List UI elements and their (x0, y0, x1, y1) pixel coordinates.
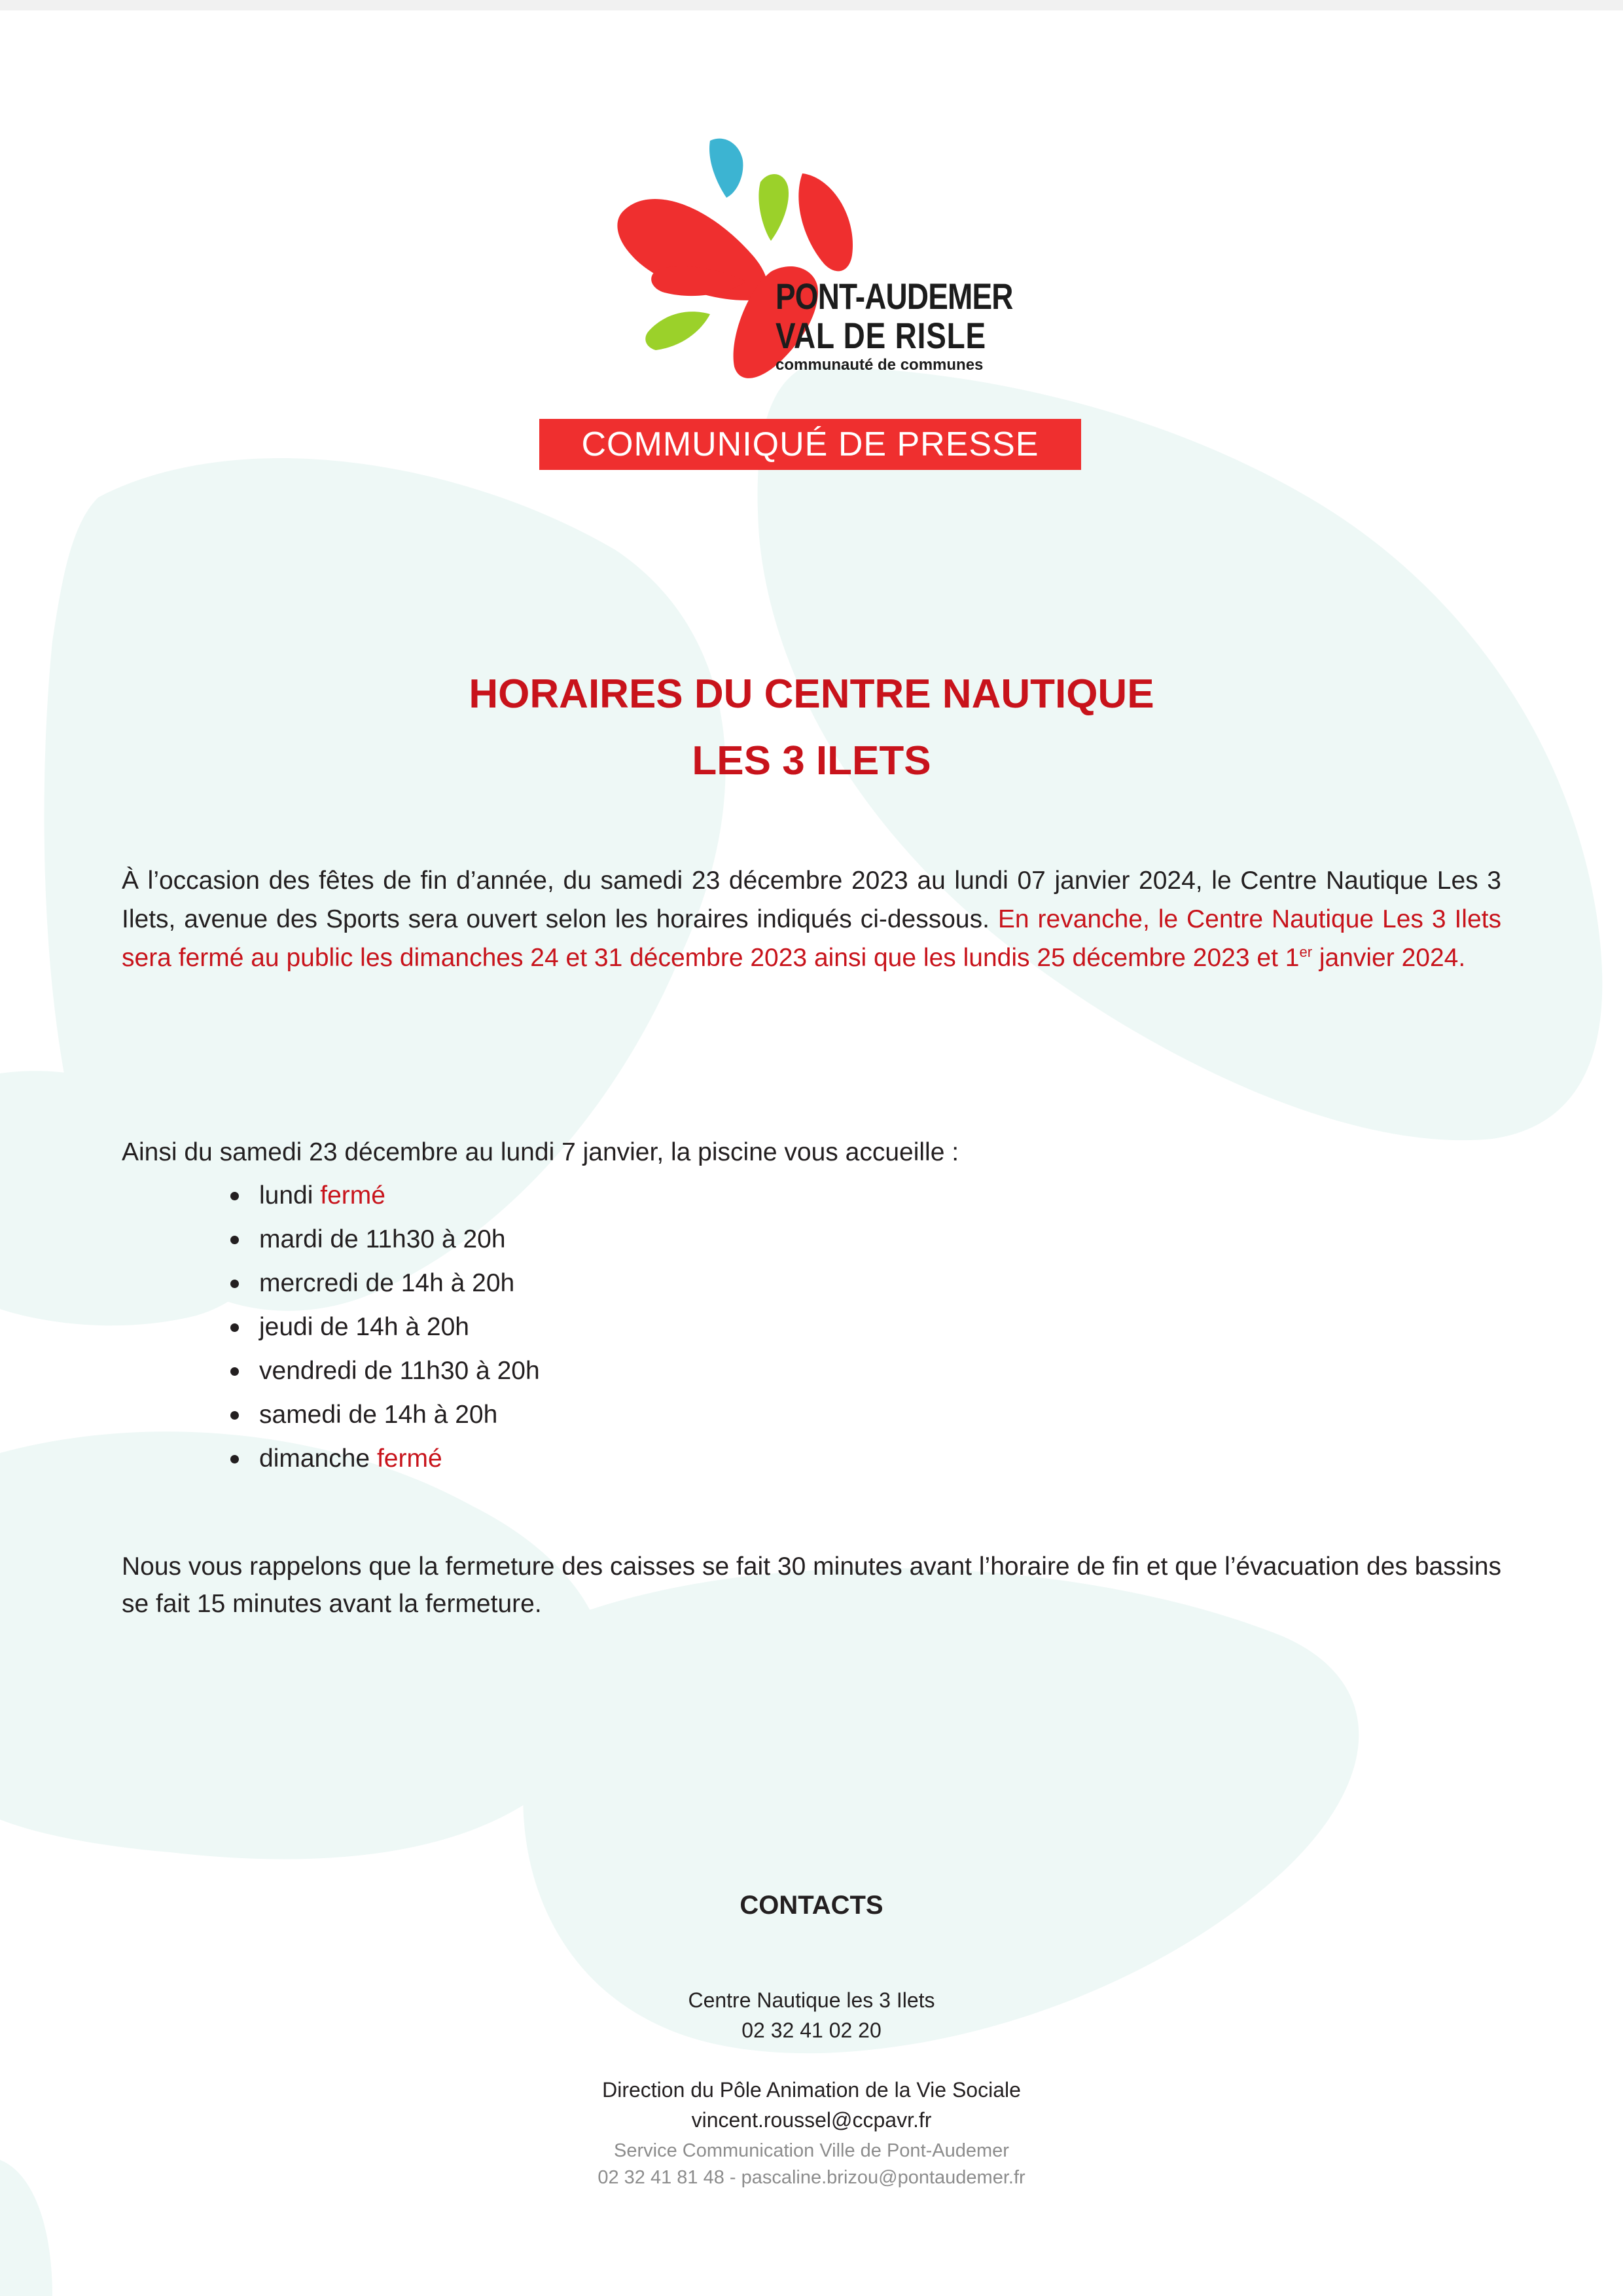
page-title (0, 661, 1623, 795)
schedule-item (225, 1176, 540, 1220)
logo-red-petal-right (798, 173, 853, 271)
bullet-icon (230, 1455, 239, 1463)
intro-text: À l’occasion des fêtes de fin d’année, du samedi 23 décembre 2023 au lundi 07 janvier 2024, le Centre Nautique Les 3 Ilets, avenue des Sports sera ouvert selon les horaires indiqués ci-dessous. (122, 867, 1501, 933)
intro-highlight: En revanche, le Centre Nautique Les 3 Ilets sera fermé au public les dimanches 24 et 31 décembre 2023 ainsi que les lundis 25 décembre 2023 et 1 (122, 905, 1502, 972)
bullet-icon (230, 1236, 239, 1244)
bullet-icon (230, 1367, 239, 1376)
schedule-item-text: lundi (259, 1181, 321, 1210)
contact-name: Centre Nautique les 3 Ilets (688, 1988, 935, 2012)
contact-email[interactable]: vincent.roussel@ccpavr.fr (691, 2108, 932, 2132)
press-release-banner: COMMUNIQUÉ DE PRESSE (539, 419, 1081, 470)
schedule-item (225, 1395, 540, 1439)
schedule-item-closed: fermé (320, 1181, 385, 1210)
contact-name: Direction du Pôle Animation de la Vie Sociale (602, 2078, 1021, 2102)
intro-paragraph (122, 861, 1501, 977)
schedule-item-text: mardi de 11h30 à 20h (259, 1225, 506, 1253)
contact-name: Service Communication Ville de Pont-Audemer (614, 2140, 1009, 2161)
contact-direction (0, 2075, 1623, 2135)
schedule-item (225, 1352, 540, 1395)
logo-green-petal-top (758, 174, 789, 241)
background-petal-bottom-left (0, 1431, 607, 1859)
logo-green-petal-bottom (645, 312, 710, 350)
reminder-paragraph: Nous vous rappelons que la fermeture des caisses se fait 30 minutes avant l’horaire de fin et que l’évacuation des bassins se fait 15 minutes avant la fermeture. (122, 1552, 1501, 1618)
bullet-icon (230, 1192, 239, 1200)
title-line-1: HORAIRES DU CENTRE NAUTIQUE (469, 672, 1154, 717)
bullet-icon (230, 1411, 239, 1420)
logo-line-communaute: communauté de communes (776, 356, 984, 374)
logo-text (776, 278, 1065, 375)
logo-blue-petal (709, 139, 743, 198)
schedule-item (225, 1264, 540, 1308)
contact-phone-email[interactable]: 02 32 41 81 48 - pascaline.brizou@pontaudemer.fr (597, 2167, 1026, 2188)
schedule-item (225, 1439, 540, 1483)
schedule-item-closed: fermé (376, 1444, 442, 1473)
schedule-item-text: dimanche (259, 1444, 377, 1473)
intro-highlight-end: janvier 2024. (1312, 944, 1466, 972)
schedule-list (225, 1176, 540, 1483)
schedule-item (225, 1220, 540, 1264)
schedule-item (225, 1308, 540, 1352)
logo-line-val-de-risle: VAL DE RISLE (776, 315, 986, 356)
contacts-heading: CONTACTS (740, 1891, 883, 1920)
schedule-item-text: mercredi de 14h à 20h (259, 1269, 515, 1297)
bullet-icon (230, 1280, 239, 1288)
logo-line-pont-audemer: PONT-AUDEMER (776, 276, 1013, 317)
schedule-item-text: vendredi de 11h30 à 20h (259, 1357, 540, 1385)
contact-centre-nautique (0, 1985, 1623, 2045)
schedule-item-text: jeudi de 14h à 20h (259, 1313, 469, 1341)
background-petal-bottom-center (523, 1568, 1359, 2053)
contact-service-communication (0, 2138, 1623, 2191)
schedule-intro: Ainsi du samedi 23 décembre au lundi 7 janvier, la piscine vous accueille : (122, 1138, 959, 1166)
title-line-2: LES 3 ILETS (692, 738, 931, 783)
intro-superscript: er (1299, 944, 1313, 960)
schedule-item-text: samedi de 14h à 20h (259, 1401, 498, 1429)
bullet-icon (230, 1323, 239, 1332)
contact-phone: 02 32 41 02 20 (741, 2018, 882, 2042)
